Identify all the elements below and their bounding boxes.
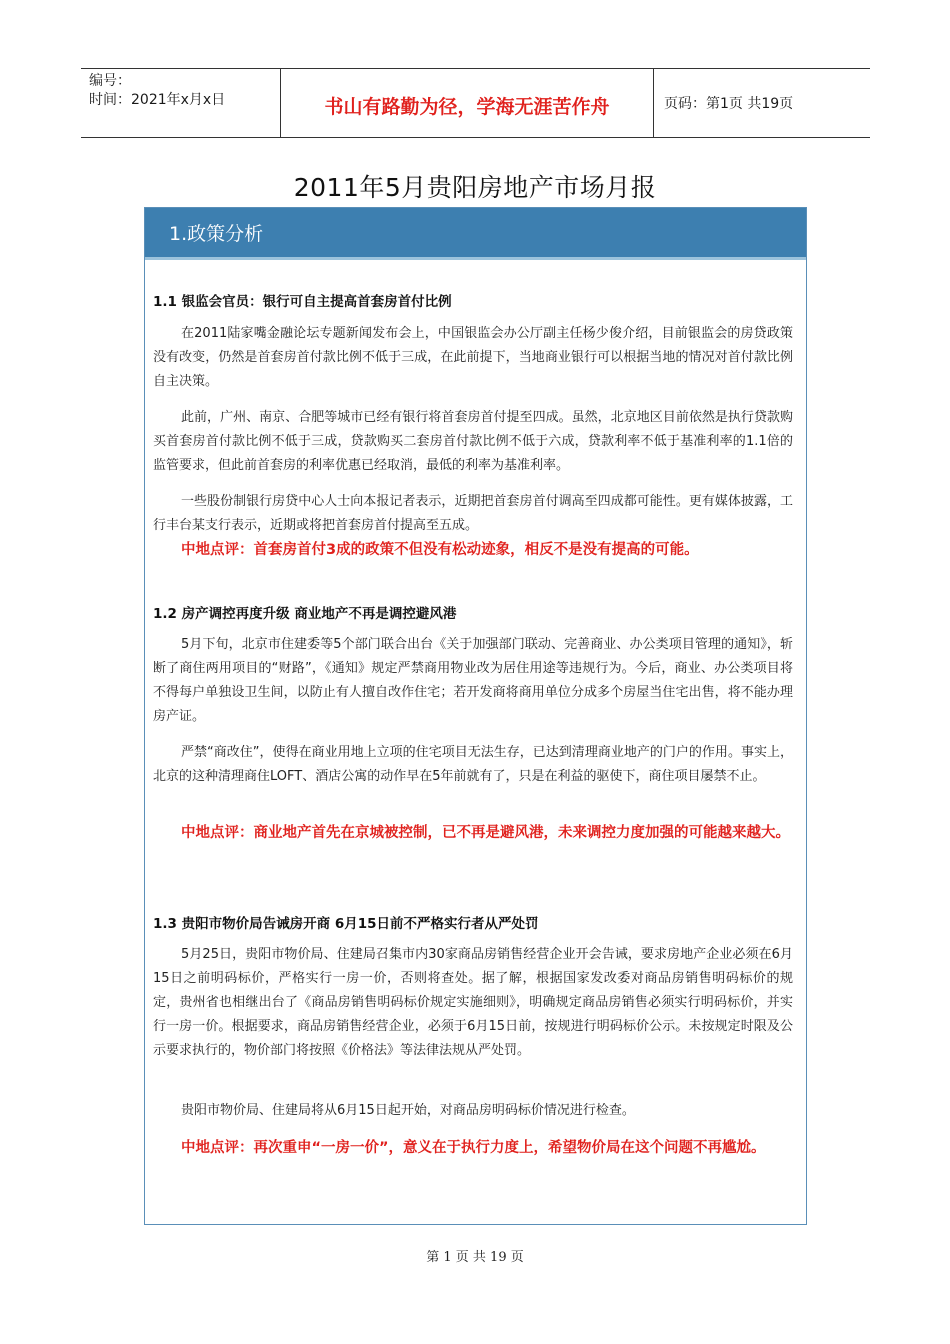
paragraph: 5月25日，贵阳市物价局、住建局召集市内30家商品房销售经营企业开会告诫，要求房地产企业必须在6月15日之前明码标价，严格实行一房一价，否则将查处。据了解，根据国家发改委对商品房销售明码标价的规定，贵州省也相继出台了《商品房销售明码标价规定实施细则》，明确规定商品房销售必须实行明码标价，并实行一房一价。根据要求，商品房销售经营企业，必须于6月15日前，按规进行明码标价公示。未按规定时限及公示要求执行的，物价部门将按照《价格法》等法律法规从严处罚。 — [153, 947, 793, 1058]
comment: 中地点评：再次重申“一房一价”，意义在于执行力度上，希望物价局在这个问题不再尴尬。 — [181, 1140, 766, 1156]
comment: 中地点评：商业地产首先在京城被控制，已不再是避风港，未来调控力度加强的可能越来越大。 — [181, 825, 790, 841]
paragraph: 一些股份制银行房贷中心人士向本报记者表示，近期把首套房首付调高至四成都可能性。更有媒体披露，工行丰台某支行表示，近期或将把首套房首付提高至五成。 — [153, 494, 793, 533]
subsection-heading: 1.2 房产调控再度升级 商业地产不再是调控避风港 — [153, 606, 457, 622]
date-label: 时间：2021年x月x日 — [89, 92, 226, 108]
section-title: 1.政策分析 — [145, 208, 806, 260]
paragraph: 在2011陆家嘴金融论坛专题新闻发布会上，中国银监会办公厅副主任杨少俊介绍，目前银监会的房贷政策没有改变，仍然是首套房首付款比例不低于三成，在此前提下，当地商业银行可以根据当地的情况对首付款比例自主决策。 — [153, 326, 793, 389]
section-frame — [144, 207, 807, 1225]
header-meta — [81, 69, 281, 137]
paragraph: 5月下旬，北京市住建委等5个部门联合出台《关于加强部门联动、完善商业、办公类项目管理的通知》，斩断了商住两用项目的“财路”，《通知》规定严禁商用物业改为居住用途等违规行为。今后，商业、办公类项目将不得每户单独设卫生间，以防止有人擅自改作住宅；若开发商将商用单位分成多个房屋当住宅出售，将不能办理房产证。 — [153, 637, 793, 724]
subsection-heading: 1.3 贵阳市物价局告诫房开商 6月15日前不严格实行者从严处罚 — [153, 916, 539, 932]
paragraph: 贵阳市物价局、住建局将从6月15日起开始，对商品房明码标价情况进行检查。 — [181, 1103, 635, 1118]
paragraph: 此前，广州、南京、合肥等城市已经有银行将首套房首付提至四成。虽然，北京地区目前依然是执行贷款购买首套房首付款比例不低于三成，贷款购买二套房首付款比例不低于六成，贷款利率不低于基准利率的1.1倍的监管要求，但此前首套房的利率优惠已经取消，最低的利率为基准利率。 — [153, 410, 793, 473]
page-footer: 第 1 页 共 19 页 — [426, 1250, 524, 1265]
subsection-heading: 1.1 银监会官员：银行可自主提高首套房首付比例 — [153, 294, 452, 310]
paragraph: 严禁“商改住”，使得在商业用地上立项的住宅项目无法生存，已达到清理商业地产的门户的作用。事实上，北京的这种清理商住LOFT、酒店公寓的动作早在5年前就有了，只是在利益的驱使下，商住项目屡禁不止。 — [153, 745, 793, 784]
comment: 中地点评：首套房首付3成的政策不但没有松动迹象，相反不是没有提高的可能。 — [181, 542, 699, 558]
header-page-info: 页码：第1页 共19页 — [664, 96, 794, 112]
header-table — [81, 68, 870, 138]
document-title: 2011年5月贵阳房地产市场月报 — [293, 173, 657, 202]
number-label: 编号： — [89, 73, 131, 89]
header-motto: 书山有路勤为径，学海无涯苦作舟 — [281, 69, 654, 137]
